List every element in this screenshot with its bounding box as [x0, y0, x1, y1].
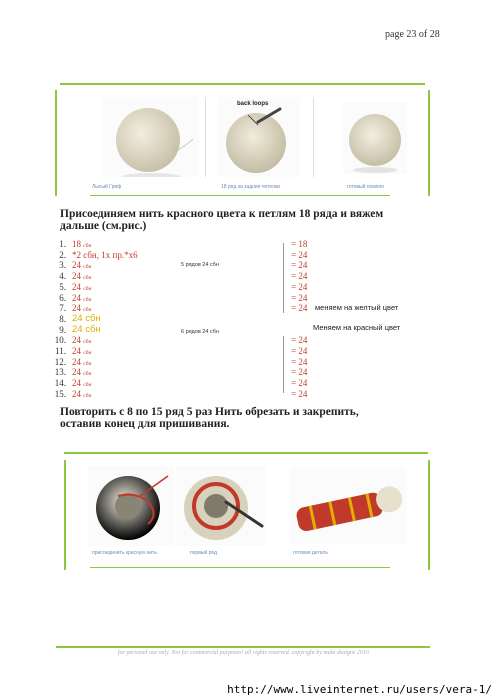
row-total: = 24 [291, 378, 308, 389]
row-stitch-count: 24 сбн [72, 323, 101, 335]
bracket-rows-10-15 [283, 336, 284, 393]
bottom-frame-line-right [428, 460, 430, 570]
top-frame-line-left [55, 90, 57, 196]
row-total: = 24 [291, 303, 308, 314]
caption-first-row: первый ряд [190, 550, 218, 556]
row-total: = 24 [291, 367, 308, 378]
closing-text: Повторить с 8 по 15 ряд 5 раз Нить обрезать и закрепить, оставив конец для пришивания. [60, 406, 359, 430]
bottom-frame-line-top [64, 452, 428, 454]
row-number: 14. [54, 378, 66, 389]
photo-back-loops [218, 97, 300, 177]
back-loops-label: back loops [237, 101, 269, 107]
row-number: 15. [54, 388, 66, 399]
row-total: = 24 [291, 356, 308, 367]
row-number: 12. [54, 356, 66, 367]
caption-attach-red-yarn: присоединить красную нить [92, 550, 157, 556]
top-frame-line-bottom [90, 195, 390, 196]
row-stitches [72, 325, 101, 335]
row-stitch-unit: сбн [83, 307, 92, 314]
photo-bald-ball [103, 97, 199, 177]
row-number: 1. [59, 239, 66, 249]
row-stitch-unit: сбн [83, 392, 92, 399]
row-stitches [72, 250, 138, 260]
row-stitch-unit: сбн [83, 275, 92, 282]
row-stitch-count: *2 сбн, 1х пр.*х6 [72, 249, 138, 260]
row-total: = 24 [291, 388, 308, 399]
bracket-rows-1-7 [283, 243, 284, 313]
row-stitches [72, 389, 92, 401]
photo-attach-red-yarn [88, 466, 174, 546]
caption-back-loops: 18 ряд за задние петелки [221, 184, 280, 190]
row-total: = 18 [291, 239, 308, 249]
top-frame-line-right [428, 90, 430, 196]
row-number: 10. [54, 335, 66, 346]
row-number: 8. [59, 313, 66, 324]
photo-finished-piece [290, 468, 406, 544]
row-total: = 24 [291, 271, 308, 282]
row-stitches [72, 314, 101, 324]
row-stitch-count: 24 сбн [72, 312, 101, 324]
row-stitch-unit: сбн [83, 339, 92, 346]
row-stitch-count: 24 [72, 367, 81, 378]
photo-finished-pompom [343, 102, 407, 174]
row-stitch-unit: сбн [83, 371, 92, 378]
bottom-frame-line-bottom [90, 567, 390, 568]
row-stitch-count: 24 [72, 260, 81, 271]
row-number: 5. [59, 281, 66, 292]
row-stitch-count: 24 [72, 292, 81, 303]
caption-finished-piece: готовая деталь [293, 550, 328, 556]
note-change-yellow: меняем на желтый цвет [315, 303, 399, 312]
row-stitch-unit: сбн [83, 264, 92, 271]
row-total: = 24 [291, 281, 308, 292]
row-stitch-unit: сбн [83, 360, 92, 367]
photo-divider-1 [205, 97, 206, 177]
row-stitch-count: 24 [72, 378, 81, 389]
footer-copyright: for personal use only. Not for commercial purposes! all rights reserved. copyright by mala dsaigns 2010 [118, 650, 369, 656]
footer-line [56, 646, 430, 648]
row-stitch-count: 24 [72, 271, 81, 282]
bottom-frame-line-left [64, 460, 66, 570]
row-stitch-count: 18 [72, 239, 81, 249]
caption-bald-ball: Лысый Гриф [92, 184, 122, 190]
row-stitch-count: 24 [72, 346, 81, 356]
caption-finished-pompom: готовый помпон [347, 184, 385, 190]
row-total: = 24 [291, 260, 308, 271]
note-five-rows: 5 рядов 24 сбн [181, 262, 219, 268]
row-number: 4. [59, 271, 66, 282]
row-stitch-unit: сбн [83, 350, 92, 356]
row-number: 13. [54, 367, 66, 378]
row-number: 11. [55, 346, 66, 356]
row-stitch-unit: сбн [83, 382, 92, 389]
row-total: = 24 [291, 249, 308, 260]
row-stitch-unit: сбн [83, 296, 92, 303]
row-stitch-count: 24 [72, 281, 81, 292]
row-number: 2. [59, 249, 66, 260]
row-stitch-unit: сбн [83, 243, 92, 249]
top-frame-line-top [60, 83, 425, 85]
row-stitch-count: 24 [72, 303, 81, 314]
photo-first-row [176, 466, 266, 546]
row-stitch-count: 24 [72, 356, 81, 367]
row-number: 6. [59, 292, 66, 303]
row-number: 7. [59, 303, 66, 314]
row-number: 9. [59, 324, 66, 335]
row-total: = 24 [291, 292, 308, 303]
row-stitch-unit: сбн [83, 285, 92, 292]
page-number: page 23 of 28 [385, 29, 440, 40]
browser-url[interactable]: http://www.liveinternet.ru/users/vera-1/ [227, 683, 492, 696]
row-number: 3. [59, 260, 66, 271]
note-change-red: Меняем на красный цвет [313, 323, 401, 332]
row-stitch-count: 24 [72, 388, 81, 399]
instructions-heading: Присоединяем нить красного цвета к петлям 18 ряда и вяжем дальше (см.рис.) [60, 208, 384, 232]
photo-divider-2 [313, 97, 314, 177]
row-total: = 24 [291, 335, 308, 346]
row-total: = 24 [291, 346, 308, 356]
note-six-rows: 6 рядов 24 сбн [181, 329, 219, 335]
row-stitch-count: 24 [72, 335, 81, 346]
